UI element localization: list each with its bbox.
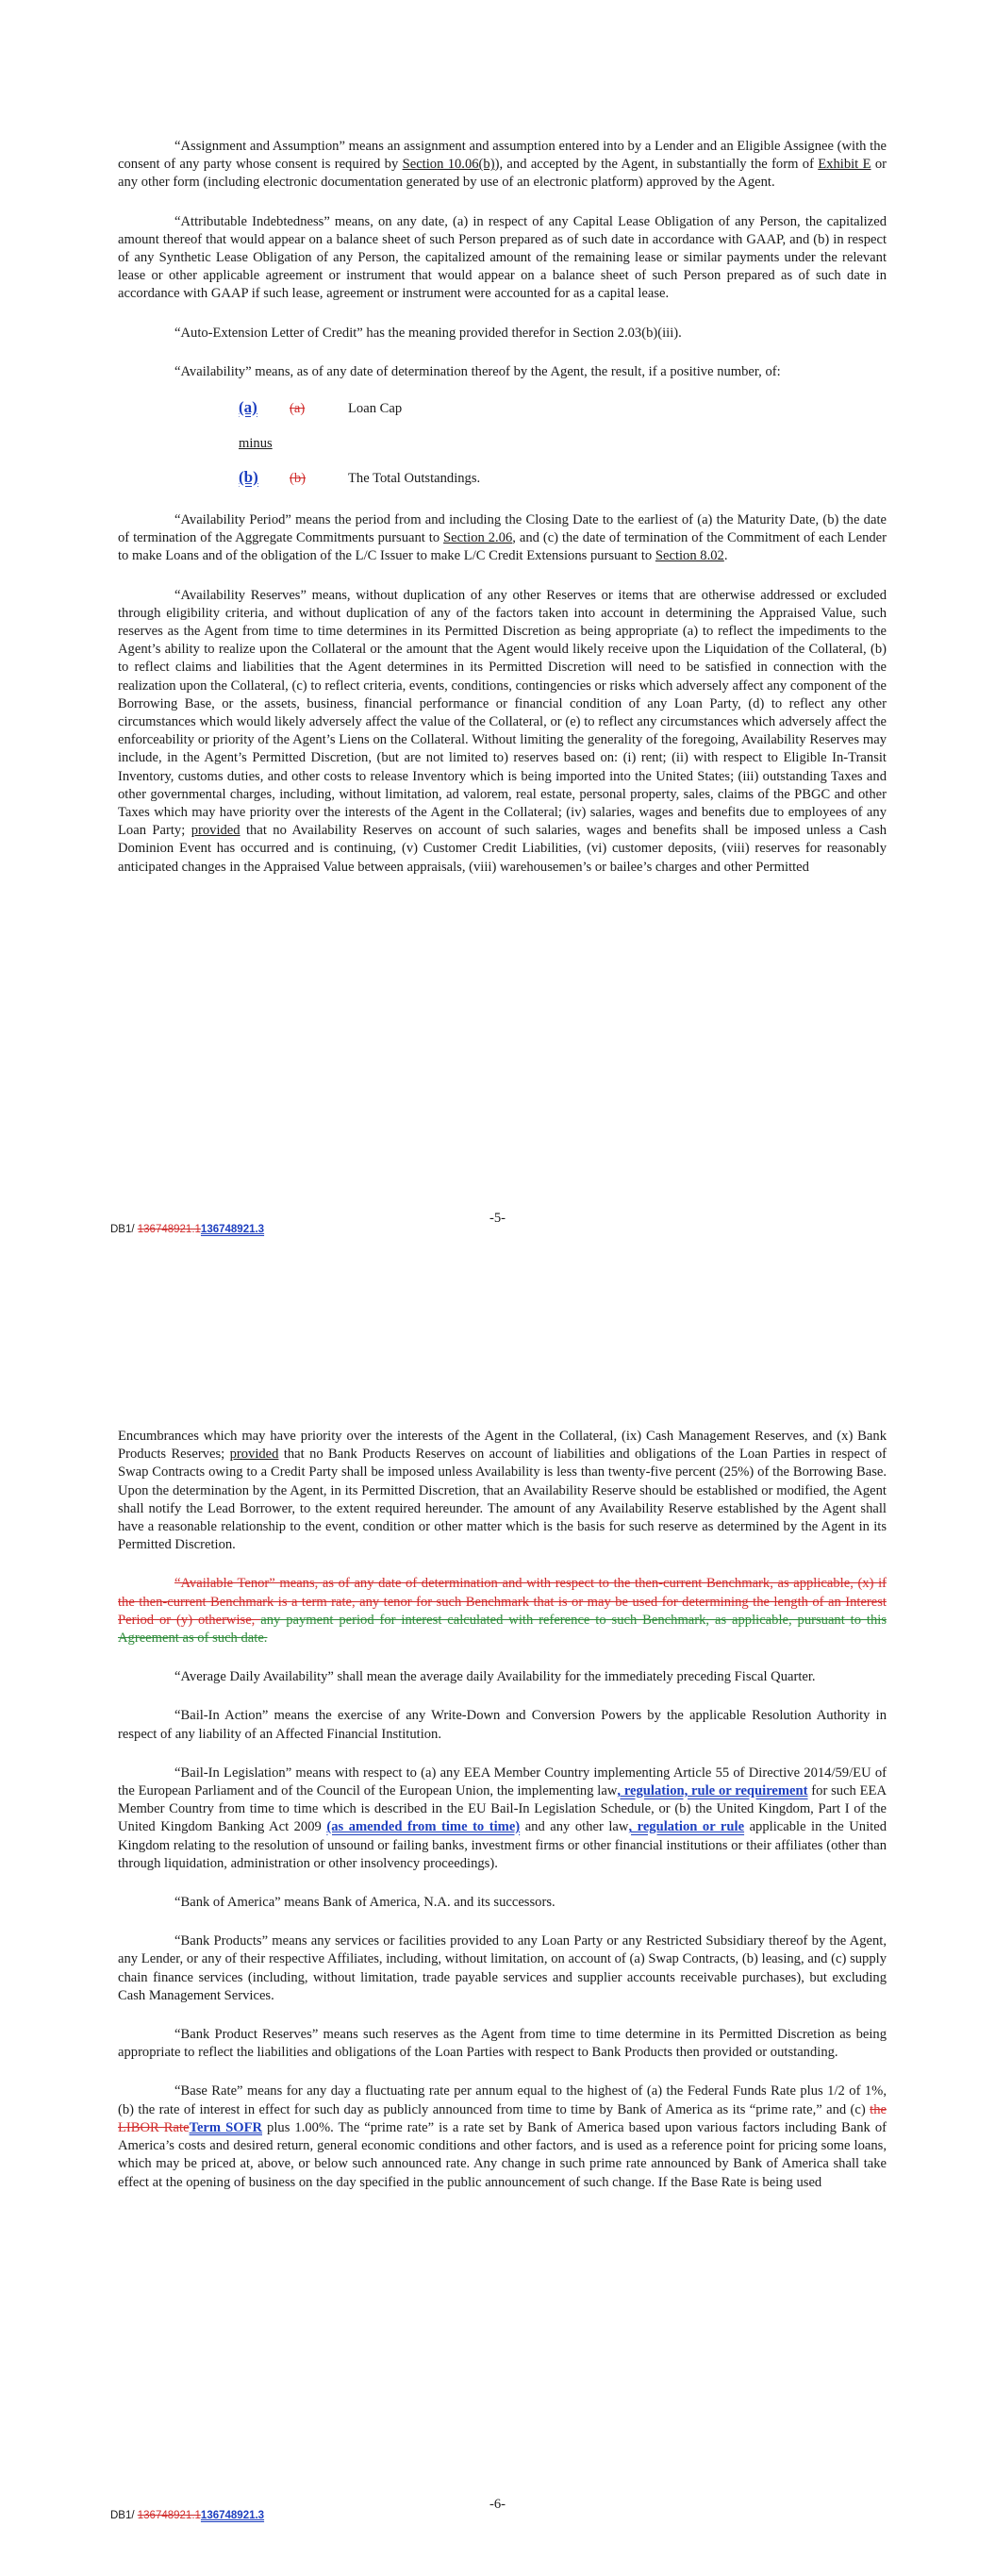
inserted-label: (a)	[239, 398, 257, 417]
definition-base-rate: “Base Rate” means for any day a fluctuating rate per annum equal to the highest of (a) the Federal Funds Rate plus 1/2 of 1%, (b) the rate of interest in effect for such day as publicly announced from time to time by Bank of America as its “prime rate,” and (c) the LIBOR RateTerm SOFR plus 1.00%. The “prime rate” is a rate set by Bank of America based upon various factors including Bank of America’s costs and desired return, general economic conditions and other factors, and is used as a reference point for pricing some loans, which may be priced at, above, or below such announced rate. Any change in such prime rate announced by Bank of America shall take effect at the opening of business on the day specified in the public announcement of such change. If the Base Rate is being used	[118, 2083, 887, 2190]
definition-bank-products: “Bank Products” means any services or facilities provided to any Loan Party or any Restricted Subsidiary thereof by the Agent, any Lender, or any of their respective Affiliates, including, without limitation, on account of (a) Swap Contracts, (b) leasing, and (c) supply chain finance services (including, without limitation, trade payable services and supplier accounts receivable purchases), but excluding Cash Management Services.	[118, 1933, 887, 2003]
inserted-text: , regulation or rule	[628, 1819, 745, 1835]
definition-availability: “Availability” means, as of any date of determination thereof by the Agent, the result, if a positive number, of:	[174, 363, 781, 379]
definition-average-daily-availability: “Average Daily Availability” shall mean the average daily Availability for the immediately preceding Fiscal Quarter.	[174, 1669, 816, 1685]
definition-assignment-and-assumption: “Assignment and Assumption” means an assignment and assumption entered into by a Lender and an Eligible Assignee (with the consent of any party whose consent is required by Section 10.06(b)), and accepted by the Agent, in substantially the form of Exhibit E or any other form (including electronic documentation generated by use of an electronic platform) approved by the Agent.	[118, 139, 887, 191]
document-page-6	[0, 1264, 995, 2576]
availability-formula	[118, 398, 887, 498]
formula-term: Loan Cap	[348, 401, 403, 417]
inserted-version: 136748921.3	[200, 2510, 265, 2521]
formula-row-a	[239, 398, 887, 428]
availability-reserves-continuation: Encumbrances which may have priority over the interests of the Agent in the Collateral, (ix) Cash Management Reserves, and (x) Bank Products Reserves; provided that no Bank Products Reserves on account of liabilities and obligations of the Loan Parties in respect of Swap Contracts owing to a Credit Party shall be imposed unless Availability is less than twenty-five percent (25%) of the Borrowing Base. Upon the determination by the Agent, in its Permitted Discretion, that an Availability Reserve should be established or modified, the Agent shall notify the Lead Borrower, to the extent required hereunder. The amount of any Availability Reserve established by the Agent shall have a reasonable relationship to the event, condition or other matter which is the basis for such reserve as determined by the Agent in its Permitted Discretion.	[118, 1429, 887, 1553]
page-body	[118, 1428, 887, 2213]
inserted-text: , regulation, rule or requirement	[617, 1783, 808, 1799]
page-number: -6-	[489, 2497, 506, 2512]
section-reference: Section 2.06	[443, 530, 513, 546]
inserted-label: (b)	[239, 468, 258, 487]
document-id: DB1/ 136748921.1136748921.3	[110, 2510, 265, 2521]
definition-bail-in-legislation: “Bail-In Legislation” means with respect to (a) any EEA Member Country implementing Article 55 of Directive 2014/59/EU of the European Parliament and of the Council of the European Union, the implementing law, regulation, rule or requirement for such EEA Member Country from time to time which is described in the EU Bail-In Legislation Schedule, or (b) the United Kingdom, Part I of the United Kingdom Banking Act 2009 (as amended from time to time) and any other law, regulation or rule applicable in the United Kingdom relating to the resolution of unsound or failing banks, investment firms or other financial institutions or their affiliates (other than through liquidation, administration or other insolvency proceedings).	[118, 1765, 887, 1871]
section-reference: Section 8.02	[655, 548, 724, 564]
inserted-text: Term SOFR	[189, 2119, 263, 2135]
definition-bank-product-reserves: “Bank Product Reserves” means such reserves as the Agent from time to time determine in its Permitted Discretion as being appropriate to reflect the liabilities and obligations of the Loan Parties with respect to Bank Products then provided or outstanding.	[118, 2027, 887, 2061]
page-number: -5-	[489, 1211, 506, 1226]
definition-bail-in-action: “Bail-In Action” means the exercise of any Write-Down and Conversion Powers by the applicable Resolution Authority in respect of any liability of an Affected Financial Institution.	[118, 1708, 887, 1742]
definition-availability-period: “Availability Period” means the period from and including the Closing Date to the earliest of (a) the Maturity Date, (b) the date of termination of the Aggregate Commitments pursuant to Section 2.06, and (c) the date of termination of the Commitment of each Lender to make Loans and of the obligation of the L/C Issuer to make L/C Credit Extensions pursuant to Section 8.02.	[118, 512, 887, 564]
deleted-label: (a)	[290, 401, 306, 417]
deleted-text: the LIBOR Rate	[118, 2101, 887, 2135]
deleted-version: 136748921.1	[137, 2510, 201, 2521]
deleted-definition-available-tenor: “Available Tenor” means, as of any date of determination and with respect to the then-current Benchmark, as applicable, (x) if the then-current Benchmark is a term rate, any tenor for such Benchmark that is or may be used for determining the length of an Interest Period or (y) otherwise, any payment period for interest calculated with reference to such Benchmark, as applicable, pursuant to this Agreement as of such date.	[118, 1576, 887, 1647]
definition-availability-reserves: “Availability Reserves” means, without duplication of any other Reserves or items that are otherwise addressed or excluded through eligibility criteria, and without duplication of any of the factors taken into account in determining the Appraised Value, such reserves as the Agent from time to time determines in its Permitted Discretion as being appropriate (a) to reflect the impediments to the Agent’s ability to realize upon the Collateral or the amount that the Agent would likely receive upon the Liquidation of the Collateral, (b) to reflect claims and liabilities that the Agent determines in its Permitted Discretion will need to be satisfied in connection with the realization upon the Collateral, (c) to reflect criteria, events, conditions, contingencies or risks which adversely affect any component of the Borrowing Base, or the assets, business, financial performance or financial condition of any Loan Party, (d) to reflect any other circumstances which would likely adversely affect the value of the Collateral, or (e) to reflect any circumstances which adversely affect the enforceability or priority of the Agent’s Liens on the Collateral. Without limiting the generality of the foregoing, Availability Reserves may include, in the Agent’s Permitted Discretion, (but are not limited to) reserves based on: (i) rent; (ii) with respect to Eligible In-Transit Inventory, customs duties, and other costs to release Inventory which is being imported into the United States; (iii) outstanding Taxes and other governmental charges, including, without limitation, ad valorem, real estate, personal property, sales, claims of the PBGC and other Taxes which may have priority over the interests of the Agent in the Collateral; (iv) salaries, wages and benefits due to employees of any Loan Party; provided that no Availability Reserves on account of such salaries, wages and benefits shall be imposed unless a Cash Dominion Event has occurred and is continuing, (v) Customer Credit Liabilities, (vi) customer deposits, (viii) reserves for reasonably anticipated changes in the Appraised Value between appraisals, (viii) warehousemen’s or bailee’s charges and other Permitted	[118, 587, 887, 875]
inserted-version: 136748921.3	[200, 1224, 265, 1235]
formula-row-b	[239, 468, 887, 498]
section-reference: Section 10.06(b)	[402, 157, 495, 173]
definition-auto-extension-letter-of-credit: “Auto-Extension Letter of Credit” has the meaning provided therefor in Section 2.03(b)(iii).	[174, 325, 682, 341]
document-id: DB1/ 136748921.1136748921.3	[110, 1224, 265, 1235]
definition-attributable-indebtedness: “Attributable Indebtedness” means, on any date, (a) in respect of any Capital Lease Obligation of any Person, the capitalized amount thereof that would appear on a balance sheet of such Person prepared as of such date in accordance with GAAP, and (b) in respect of any Synthetic Lease Obligation of any Person, the capitalized amount of the remaining lease or similar payments under the relevant lease or other applicable agreement or instrument that would appear on a balance sheet of such Person prepared as of such date in accordance with GAAP if such lease, agreement or instrument were accounted for as a capital lease.	[118, 213, 887, 302]
page-body	[118, 138, 887, 897]
document-page-5	[0, 0, 995, 1255]
definition-bank-of-america: “Bank of America” means Bank of America, N.A. and its successors.	[174, 1895, 556, 1911]
exhibit-reference: Exhibit E	[818, 157, 871, 173]
formula-operator: minus	[239, 436, 273, 452]
deleted-version: 136748921.1	[137, 1224, 201, 1235]
inserted-text: (as amended from time to time)	[326, 1819, 521, 1835]
formula-term: The Total Outstandings.	[348, 471, 481, 487]
deleted-label: (b)	[290, 471, 307, 487]
